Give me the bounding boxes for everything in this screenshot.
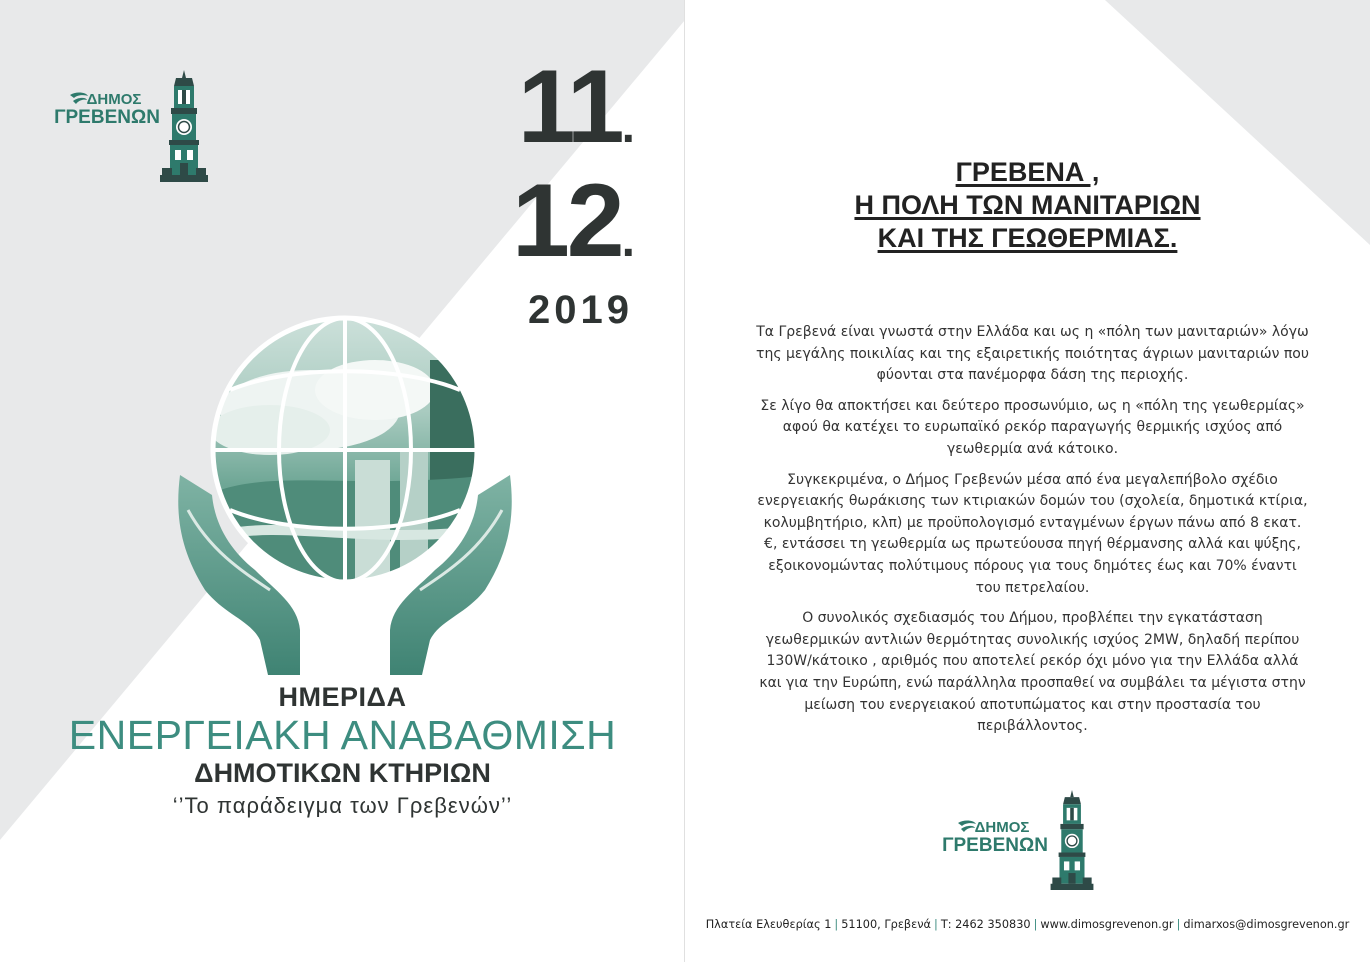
right-page — [685, 0, 1370, 962]
footer-separator: | — [1176, 918, 1181, 931]
paragraph: Τα Γρεβενά είναι γνωστά στην Ελλάδα και ως η «πόλη των μανιταριών» λόγω της μεγάλης ποικιλίας και της εξαιρετικής ποιότητας άγριων μανιταριών που φύονται στα πανέμορφα δάση της περιοχής. — [756, 324, 1309, 384]
logo-text-line1: ΔΗΜΟΣ — [86, 91, 142, 108]
page-headline — [685, 156, 1370, 255]
logo-text-line2: ΓΡΕΒΕΝΩΝ — [942, 834, 1048, 856]
clock-tower-icon — [1048, 790, 1096, 890]
event-tagline: ‘’Το παράδειγμα των Γρεβενών’’ — [172, 793, 513, 818]
date-year: 2019 — [528, 288, 633, 332]
footer-separator: | — [1033, 918, 1038, 931]
logo-text-line1: ΔΗΜΟΣ — [974, 819, 1030, 836]
contact-footer — [685, 918, 1370, 931]
footer-separator: | — [834, 918, 839, 931]
headline-line2: Η ΠΟΛΗ ΤΩΝ ΜΑΝΙΤΑΡΙΩΝ — [854, 190, 1201, 220]
footer-phone: Τ: 2462 350830 — [940, 918, 1031, 931]
date-dot: . — [621, 214, 635, 267]
date-dot: . — [621, 100, 635, 153]
headline-line3: ΚΑΙ ΤΗΣ ΓΕΩΘΕΡΜΙΑΣ. — [877, 223, 1178, 253]
paragraph: Ο συνολικός σχεδιασμός του Δήμου, προβλέπει την εγκατάσταση γεωθερμικών αντλιών θερμότητας συνολικής ισχύος 2MW, δηλαδή περίπου 130W/κάτοικο , αριθμός που αποτελεί ρεκόρ όχι μόνο για την Ελλάδα αλλά και για την Ευρώπη, ενώ παράλληλα προσπαθεί να συμβάλει τα μέγιστα στην μείωση του ενεργειακού αποτυπώματος και στην προστασία του περιβάλλοντος. — [759, 610, 1306, 735]
footer-website[interactable]: www.dimosgrevenon.gr — [1040, 918, 1174, 931]
event-title: ΕΝΕΡΓΕΙΑΚΗ ΑΝΑΒΑΘΜΙΣΗ — [68, 712, 617, 758]
municipality-logo — [52, 70, 217, 185]
globe-in-hands-illustration — [160, 300, 530, 680]
logo-text-line2: ΓΡΕΒΕΝΩΝ — [54, 106, 160, 128]
headline-line1: ΓΡΕΒΕΝΑ , — [955, 157, 1100, 187]
municipality-logo-footer — [940, 798, 1105, 913]
footer-email[interactable]: dimarxos@dimosgrevenon.gr — [1183, 918, 1350, 931]
footer-address: Πλατεία Ελευθερίας 1 — [705, 918, 832, 931]
paragraph: Σε λίγο θα αποκτήσει και δεύτερο προσωνύμιο, ως η «πόλη της γεωθερμίας» αφού θα κατέχει το ευρωπαϊκό ρεκόρ παραγωγής θερμικής ισχύος από γεωθερμία ανά κάτοικο. — [760, 397, 1305, 457]
body-text — [755, 322, 1310, 747]
clock-tower-icon — [160, 70, 208, 182]
event-subtitle: ΔΗΜΟΤΙΚΩΝ ΚΤΗΡΙΩΝ — [194, 758, 491, 788]
date-day: 11 — [517, 49, 622, 165]
paragraph: Συγκεκριμένα, ο Δήμος Γρεβενών μέσα από ένα μεγαλεπήβολο σχέδιο ενεργειακής θωράκισης των κτιριακών δομών του (σχολεία, δημοτικά κτίρια, κολυμβητήριο, κλπ) με προϋπολογισμό ενταγμένων έργων πάνω από 8 εκατ. €, εντάσσει τη γεωθερμία ως πρωτεύουσα πηγή θέρμανσης αλλά και ψύξης, εξοικονομώντας πολύτιμους πόρους για τους δημότες έως και 70% έναντι του πετρελαίου. — [757, 471, 1308, 596]
event-kicker: ΗΜΕΡΙΔΑ — [278, 682, 407, 712]
event-title-block — [0, 682, 685, 820]
footer-separator: | — [934, 918, 938, 931]
date-month: 12 — [511, 163, 622, 279]
event-date — [511, 49, 635, 332]
footer-postal: 51100, Γρεβενά — [841, 918, 931, 931]
